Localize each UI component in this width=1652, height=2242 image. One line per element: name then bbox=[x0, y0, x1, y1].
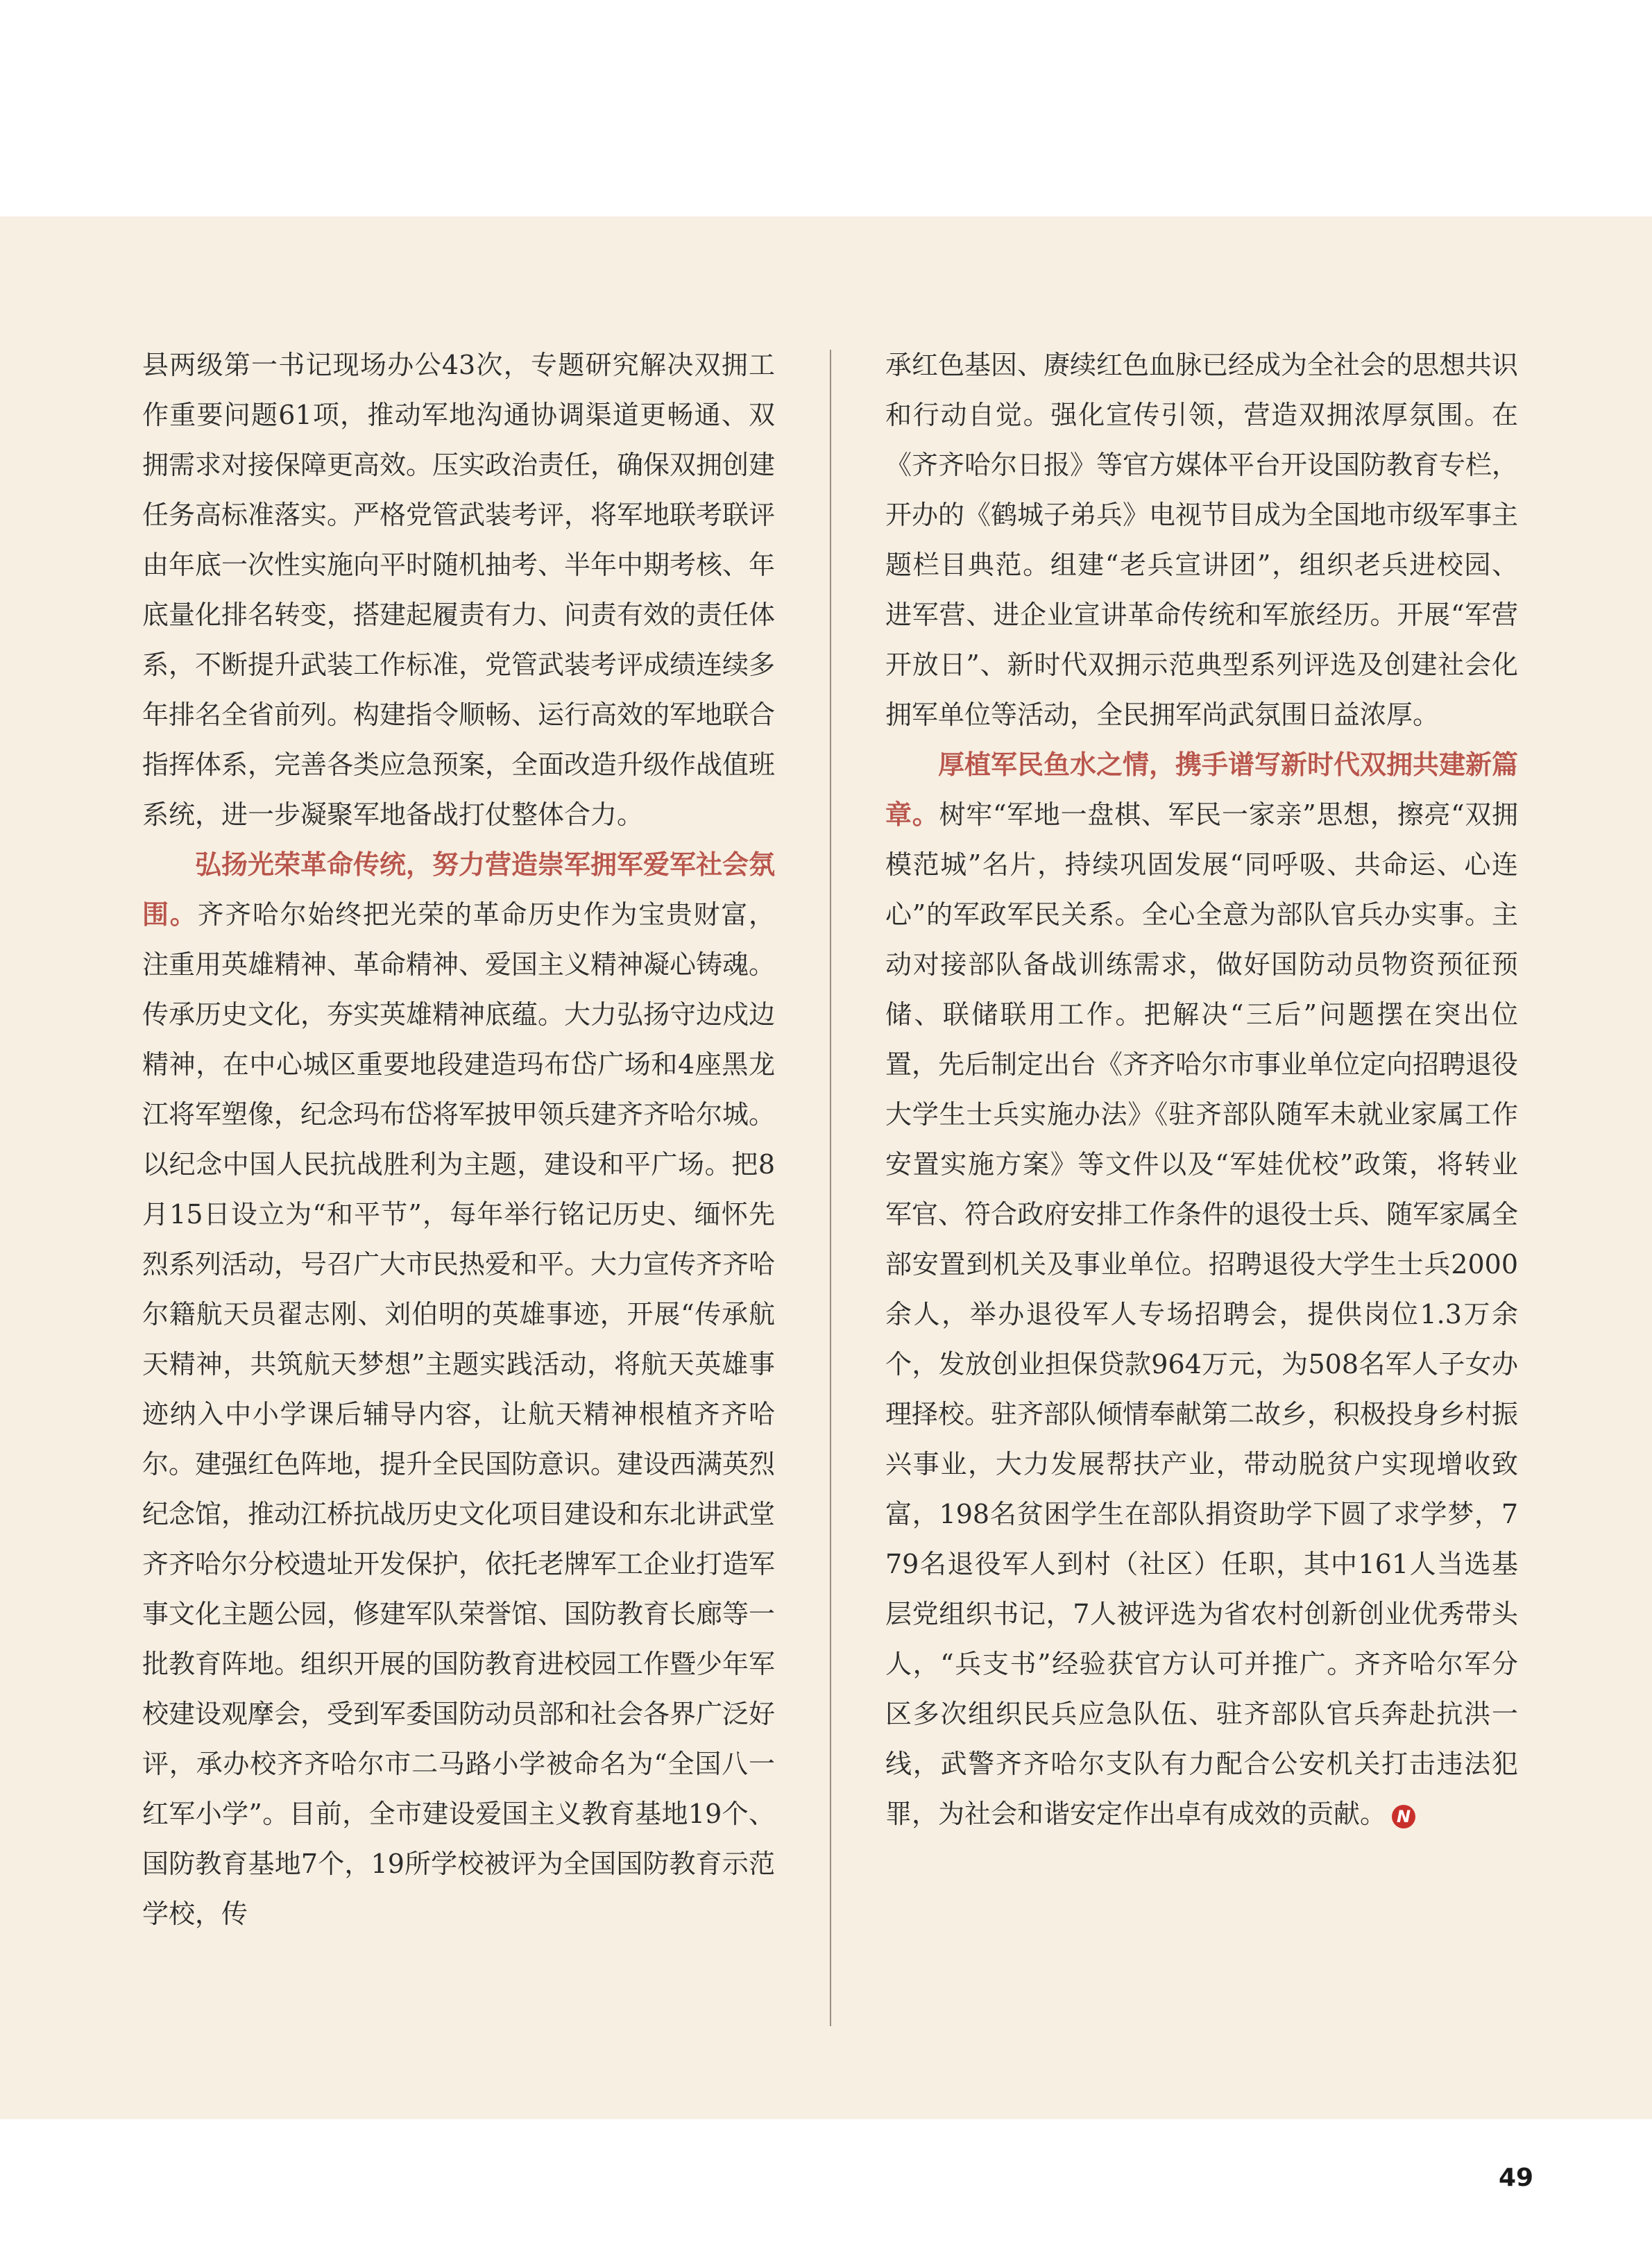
section-heading: 弘扬光荣革命传统，努力营造崇军拥军爱军社会氛围。 bbox=[142, 849, 776, 930]
paragraph: 承红色基因、赓续红色血脉已经成为全社会的思想共识和行动自觉。强化宣传引领，营造双拥浓厚氛围。在《齐齐哈尔日报》等官方媒体平台开设国防教育专栏，开办的《鹤城子弟兵》电视节目成为全国地市级军事主题栏目典范。组建“老兵宣讲团”，组织老兵进校园、进军营、进企业宣讲革命传统和军旅经历。开展“军营开放日”、新时代双拥示范典型系列评选及创建社会化拥军单位等活动，全民拥军尚武氛围日益浓厚。 bbox=[885, 350, 1519, 730]
paragraph bbox=[885, 740, 1518, 1839]
paragraph-body: 齐齐哈尔始终把光荣的革命历史作为宝贵财富，注重用英雄精神、革命精神、爱国主义精神凝心铸魂。传承历史文化，夯实英雄精神底蕴。大力弘扬守边戍边精神，在中心城区重要地段建造玛布岱广场和4座黑龙江将军塑像，纪念玛布岱将军披甲领兵建齐齐哈尔城。以纪念中国人民抗战胜利为主题，建设和平广场。把8月15日设立为“和平节”，每年举行铭记历史、缅怀先烈系列活动，号召广大市民热爱和平。大力宣传齐齐哈尔籍航天员翟志刚、刘伯明的英雄事迹，开展“传承航天精神，共筑航天梦想”主题实践活动，将航天英雄事迹纳入中小学课后辅导内容，让航天精神根植齐齐哈尔。建强红色阵地，提升全民国防意识。建设西满英烈纪念馆，推动江桥抗战历史文化项目建设和东北讲武堂齐齐哈尔分校遗址开发保护，依托老牌军工企业打造军事文化主题公园，修建军队荣誉馆、国防教育长廊等一批教育阵地。组织开展的国防教育进校园工作暨少年军校建设观摩会，受到军委国防动员部和社会各界广泛好评，承办校齐齐哈尔市二马路小学被命名为“全国八一红军小学”。目前，全市建设爱国主义教育基地19个、国防教育基地7个，19所学校被评为全国国防教育示范学校，传 bbox=[142, 899, 776, 1929]
article-panel bbox=[0, 216, 1652, 2119]
page-number: 49 bbox=[1499, 2164, 1534, 2192]
right-column bbox=[885, 340, 1518, 1839]
left-column bbox=[142, 340, 775, 1939]
column-divider bbox=[830, 350, 831, 2026]
paragraph-body: 树牢“军地一盘棋、军民一家亲”思想，擦亮“双拥模范城”名片，持续巩固发展“同呼吸、共命运、心连心”的军政军民关系。全心全意为部队官兵办实事。主动对接部队备战训练需求，做好国防动员物资预征预储、联储联用工作。把解决“三后”问题摆在突出位置，先后制定出台《齐齐哈尔市事业单位定向招聘退役大学生士兵实施办法》《驻齐部队随军未就业家属工作安置实施方案》等文件以及“军娃优校”政策，将转业军官、符合政府安排工作条件的退役士兵、随军家属全部安置到机关及事业单位。招聘退役大学生士兵2000余人，举办退役军人专场招聘会，提供岗位1.3万余个，发放创业担保贷款964万元，为508名军人子女办理择校。驻齐部队倾情奉献第二故乡，积极投身乡村振兴事业，大力发展帮扶产业，带动脱贫户实现增收致富，198名贫困学生在部队捐资助学下圆了求学梦，779名退役军人到村（社区）任职，其中161人当选基层党组织书记，7人被评选为省农村创新创业优秀带头人，“兵支书”经验获官方认可并推广。齐齐哈尔军分区多次组织民兵应急队伍、驻齐部队官兵奔赴抗洪一线，武警齐齐哈尔支队有力配合公安机关打击违法犯罪，为社会和谐安定作出卓有成效的贡献。 bbox=[885, 799, 1519, 1829]
paragraph bbox=[142, 840, 775, 1939]
end-mark-icon: N bbox=[1392, 1805, 1415, 1828]
section-heading: 厚植军民鱼水之情，携手谱写新时代双拥共建新篇章。 bbox=[885, 749, 1519, 830]
paragraph: 县两级第一书记现场办公43次，专题研究解决双拥工作重要问题61项，推动军地沟通协调渠道更畅通、双拥需求对接保障更高效。压实政治责任，确保双拥创建任务高标准落实。严格党管武装考评，将军地联考联评由年底一次性实施向平时随机抽考、半年中期考核、年底量化排名转变，搭建起履责有力、问责有效的责任体系，不断提升武装工作标准，党管武装考评成绩连续多年排名全省前列。构建指令顺畅、运行高效的军地联合指挥体系，完善各类应急预案，全面改造升级作战值班系统，进一步凝聚军地备战打仗整体合力。 bbox=[142, 350, 776, 830]
